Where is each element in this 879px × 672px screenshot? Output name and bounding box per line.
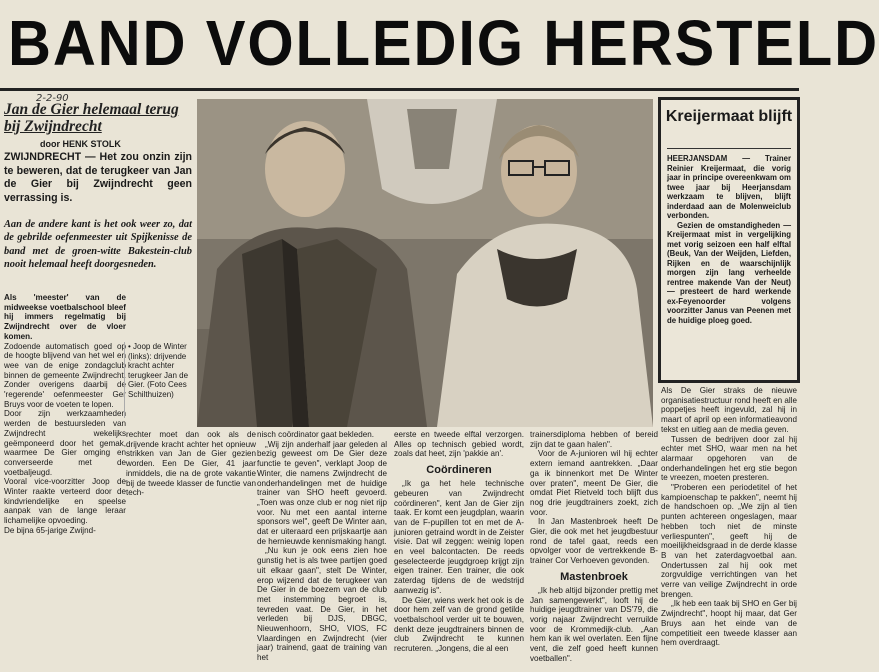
paragraph: eerste en tweede elftal verzorgen. Alles op technisch gebied wordt, zoals dat heet, zijn 'pakkie an'. [394, 430, 524, 459]
intro-paragraph: Aan de andere kant is het ook weer zo, dat de gebrilde oefenmeester uit Spijkenisse de band met de groen-witte Bakestein-club nooit helemaal heeft doorgesneden. [4, 219, 192, 271]
article-column-3 [257, 430, 387, 670]
sidebar-box [658, 97, 800, 383]
photo-caption: • Joop de Winter (links): drijvende kracht achter terugkeer Jan de Gier. (Foto Cees Schilthuizen) [124, 342, 194, 418]
sidebar-divider [667, 148, 791, 149]
article-column-5 [530, 430, 658, 670]
paragraph: Als 'meester' van de midweekse voetbalschool bleef hij immers regelmatig bij Zwijndrecht over de vloer komen. [4, 293, 126, 341]
paragraph: Gezien de omstandigheden — Kreijermaat mist in vergelijking met vorig seizoen een half elftal (Beuk, Van der Weijden, Liefden, Rijken en de waarschijnlijk morgen zijn lang verheelde rentree makende Van der Neut) — presteert de hard werkende ex-Feyenoorder volgens voorzitter Janus van Peenen met de huidige ploeg goed. [667, 220, 791, 325]
sidebar-title: Kreijermaat blijft [665, 108, 793, 125]
article-column-right [661, 386, 797, 668]
paragraph: HEERJANSDAM — Trainer Reinier Kreijermaat, die vorig jaar in principe overeenkwam om twee jaar bij Heerjansdam werkzaam te blijven, blijft inderdaad aan de Molenweiclub verbonden. [667, 154, 791, 220]
sidebar-text [667, 154, 791, 378]
lead-paragraph: ZWIJNDRECHT — Het zou onzin zijn te beweren, dat de terugkeer van Jan de Gier bij Zwijndrecht geen verrassing is. [4, 151, 192, 204]
paragraph: „Ik heb een taak bij SHO en Ger bij Zwijndrecht", hoopt hij maar, dat Ger Bruys aan het einde van de competitieit een tweede klasser aan hem overdraagt. [661, 599, 797, 648]
paragraph: „Wij zijn anderhalf jaar geleden al bezig geweest om De Gier deze functie te geven", verklapt Joop de Winter, die namens Zwijndrecht de onderhandelingen met de huidige trainer van SHO heeft gevoerd. „Toen was onze club er nog niet rijp voor. Nu met een aantal interne sponsors wel", geeft De Winter aan, dat er uiteraard een prijskaartje aan de hernieuwde kennismaking hangt. [257, 439, 387, 546]
paragraph: Door zijn werkzaamheden werden de bestuursleden van Zwijndrecht wekelijks geëmponeerd door het gemak, waarmee De Gier omging en converseerde met de voetbaljeugd. [4, 409, 126, 477]
paragraph: "Proberen een periodetitel of het kampioenschap te pakken", neemt hij de handschoen op. „We zijn al tien punten achtereen ongeslagen, maar hebben toch niet de minste verliespunten", geeft hij de moeilijkheidsgraad in de derde klasse B van het zaterdagvoetbal aan. Ondertussen zal hij ook met zorgvuldige verrichtingen van het verre van veilige Zwijndrecht in orde brengen. [661, 483, 797, 599]
headline-rule [0, 88, 799, 91]
paragraph: De bijna 65-jarige Zwijnd- [4, 525, 96, 535]
paragraph: Tussen de bedrijven door zal hij echter met SHO, waar men na het alarmaar opgehoren van de onderhandelingen het erg stie begon te vreezen, moeten presteren. [661, 434, 797, 483]
byline: door HENK STOLK [40, 139, 121, 149]
section-heading-mastenbroek: Mastenbroek [560, 570, 628, 583]
article-column-4 [394, 430, 524, 670]
paragraph: Als De Gier straks de nieuwe organisatiestructuur rond heeft en alle poppetjes heeft ingevuld, zal hij in maart of april op een informatieavond tekst en uitleg aan de media geven. [661, 386, 797, 434]
paragraph: „Ik ga het hele technische gebeuren van Zwijndrecht coördineren", kent Jan de Gier zijn taak. Er komt een jeugdplan, waarin van de F-pupillen tot en met de A-junioren getraind wordt in de Zeister visie. Dat wil zeggen: weinig lopen en veel balcontacten. De reeds geselecteerde jeugdgroep krijgt zijn eigen trainer. Een trainer, die ook zaterdag tijdens de de wedstrijd aanwezig is". [394, 479, 524, 595]
subheadline: Jan de Gier helemaal terug bij Zwijndrecht [4, 101, 179, 135]
paragraph: nisch coördinator gaat bekleden. [257, 430, 374, 439]
paragraph: Zodoende automatisch goed op de hoogte blijvend van het wel en wee van de enige zondagclub binnen de gemeente Zwijndrecht. Zonder overigens daarbij de 'regerende' oefenmeester Ger Bruys voor de voeten te lopen. [4, 341, 126, 409]
paragraph: „Nu kun je ook eens zien hoe gunstig het is als twee partijen goed uit elkaar gaan", stelt De Winter, erop wijzend dat de terugkeer van De Gier in de boezem van de club met instemming begroet is, tevreden vaat. De Gier, in het verleden bij DJS, DBGC, Nieuwenhoorn, SHO, VIOS, FC Vlaardingen en Zwijndrecht (vier jaar) trainend, gaat de training van het [257, 546, 387, 663]
paragraph: „Ik heb altijd bijzonder prettig met Jan samengewerkt", looft hij de huidige jeugdtrainer van DS'79, die vorig najaar Zwijndrecht verruilde voor de Krommedijk-club. „Aan hem kan ik wel overlaten. Een fijne vent, die zelf goed heeft kunnen voetballen". [530, 585, 658, 663]
news-photo [197, 99, 653, 427]
article-column-2 [126, 430, 256, 530]
article-column-1 [4, 293, 126, 535]
headline: BAND VOLLEDIG HERSTELD [8, 7, 879, 79]
section-heading-coordineren: Coördineren [426, 464, 492, 477]
paragraph: rechter moet dan ook als de drijvende kracht achter het opnieuw strikken van Jan de Gier gezien worden. Een De Gier, 41 jaar inmiddels, die na de grote vakantie bij de tweede klasser de functie van tech- [126, 430, 256, 498]
handwritten-date: 2-2-90 [36, 93, 69, 104]
paragraph: Voor de A-junioren wil hij echter extern iemand aantrekken. „Daar ga ik binnenkort met De Winter over praten", meent De Gier, die omdat Piet Rietveld toch blijft dus nog drie jeugdtrainers zoekt, zich voor. [530, 449, 658, 517]
paragraph: In Jan Mastenbroek heeft De Gier, die ook met het jeugdbestuur rond de tafel gaat, reeds een opvolger voor de vertrekkende B-trainer Cor Verhoeven gevonden. [530, 517, 658, 566]
paragraph: trainersdiploma hebben of bereid zijn dat te gaan halen". [530, 430, 658, 449]
photo-illustration [197, 99, 653, 427]
paragraph: Vooral vice-voorzitter Joop de Winter raakte verteerd door de kindvriendelijke en speelse aanpak van de lange leraar lichamelijke opvoeding. [4, 477, 126, 526]
paragraph: De Gier, wiens werk het ook is de door hem zelf van de grond getilde voetbalschool verder uit te bouwen, denkt deze jeugdtrainers binnen de club Zwijndrecht te kunnen recruteren. „Jongens, die al een [394, 595, 524, 654]
